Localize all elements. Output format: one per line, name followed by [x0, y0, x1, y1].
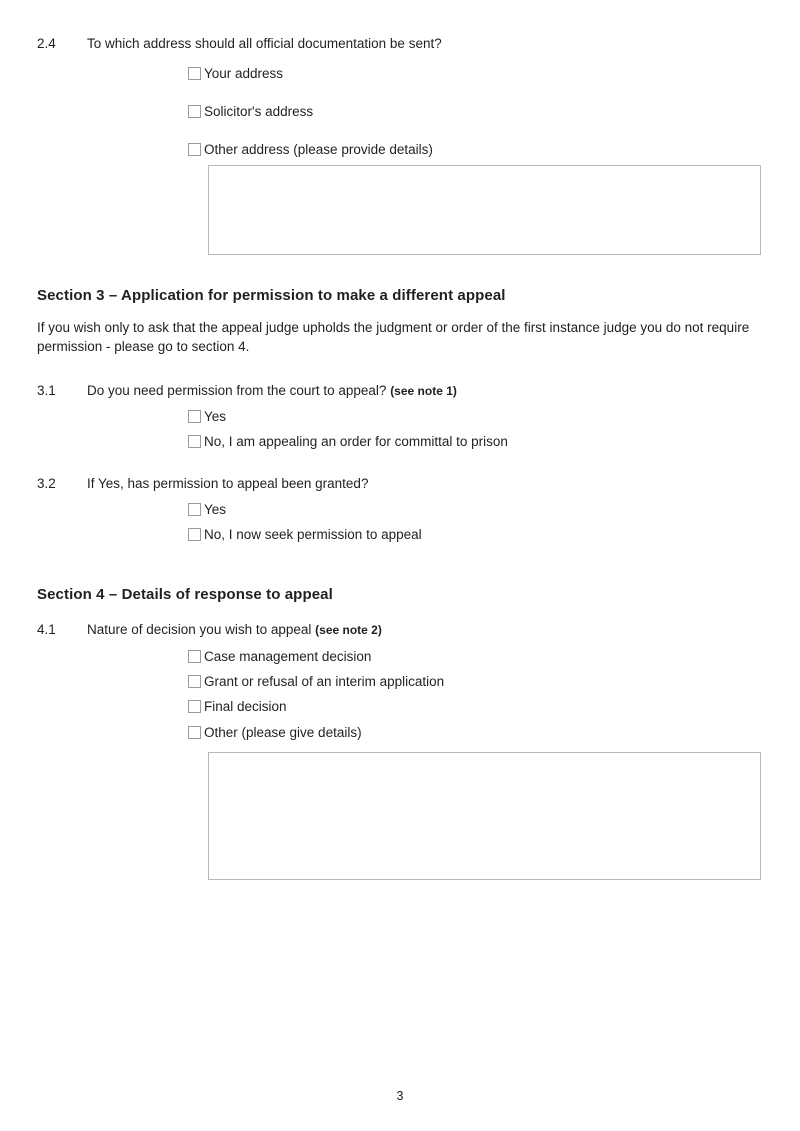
question-2-4-option-solicitors-address-row	[0, 103, 760, 120]
question-3-1-text: Do you need permission from the court to appeal?	[87, 383, 387, 398]
checkbox-icon[interactable]	[188, 67, 201, 80]
question-3-1	[37, 382, 457, 400]
question-3-2-option-yes-row	[0, 501, 760, 518]
question-2-4-option-other-address-row	[0, 141, 760, 158]
section-3-heading: Section 3 – Application for permission to make a different appeal	[37, 287, 506, 304]
question-2-4-details-wrapper	[0, 165, 800, 255]
checkbox-icon[interactable]	[188, 700, 201, 713]
question-2-4-option-your-address[interactable]	[188, 65, 760, 82]
checkbox-icon[interactable]	[188, 105, 201, 118]
checkbox-icon[interactable]	[188, 143, 201, 156]
question-2-4	[37, 35, 442, 53]
option-label: Final decision	[204, 699, 287, 714]
question-4-1-option-final-decision-row	[0, 698, 760, 715]
question-2-4-text: To which address should all official documentation be sent?	[87, 36, 442, 51]
question-2-4-number: 2.4	[37, 36, 56, 51]
option-label: No, I now seek permission to appeal	[204, 527, 422, 542]
question-4-1-text: Nature of decision you wish to appeal	[87, 622, 312, 637]
question-3-1-note: (see note 1)	[390, 384, 457, 398]
option-label: Your address	[204, 66, 284, 81]
question-4-1	[37, 621, 382, 639]
question-3-1-option-no-committal[interactable]	[188, 433, 760, 450]
option-label: Case management decision	[204, 649, 372, 664]
question-4-1-option-case-management-row	[0, 648, 760, 665]
question-4-1-option-grant-or-refusal[interactable]	[188, 673, 760, 690]
question-3-2-option-yes[interactable]	[188, 501, 760, 518]
option-label: Yes	[204, 409, 227, 424]
option-label: No, I am appealing an order for committal to prison	[204, 434, 508, 449]
checkbox-icon[interactable]	[188, 650, 201, 663]
question-3-1-number: 3.1	[37, 383, 56, 398]
section-4-heading: Section 4 – Details of response to appeal	[37, 586, 333, 603]
question-2-4-details-field[interactable]	[208, 165, 761, 255]
question-2-4-option-solicitors-address[interactable]	[188, 103, 760, 120]
question-4-1-details-wrapper	[0, 752, 800, 880]
question-3-2-text: If Yes, has permission to appeal been granted?	[87, 476, 369, 491]
question-3-2-number: 3.2	[37, 476, 56, 491]
question-3-2-option-no-row	[0, 526, 760, 543]
question-4-1-number: 4.1	[37, 622, 56, 637]
option-label: Grant or refusal of an interim application	[204, 674, 445, 689]
question-2-4-option-your-address-row	[0, 65, 760, 82]
option-label: Other address (please provide details)	[204, 142, 433, 157]
question-3-1-text-wrapper	[87, 382, 457, 400]
question-4-1-option-other[interactable]	[188, 724, 760, 741]
checkbox-icon[interactable]	[188, 435, 201, 448]
question-4-1-option-final-decision[interactable]	[188, 698, 760, 715]
option-label: Yes	[204, 502, 227, 517]
question-2-4-option-other-address[interactable]	[188, 141, 760, 158]
question-4-1-option-case-management-decision[interactable]	[188, 648, 760, 665]
question-3-1-option-yes-row	[0, 408, 760, 425]
checkbox-icon[interactable]	[188, 528, 201, 541]
question-3-1-option-yes[interactable]	[188, 408, 760, 425]
option-label: Solicitor's address	[204, 104, 314, 119]
checkbox-icon[interactable]	[188, 410, 201, 423]
question-4-1-text-wrapper	[87, 621, 382, 639]
question-4-1-option-other-row	[0, 724, 760, 741]
question-4-1-details-field[interactable]	[208, 752, 761, 880]
checkbox-icon[interactable]	[188, 675, 201, 688]
checkbox-icon[interactable]	[188, 503, 201, 516]
option-label: Other (please give details)	[204, 725, 362, 740]
question-3-2	[37, 475, 368, 493]
question-3-2-option-no-seek-permission[interactable]	[188, 526, 760, 543]
question-4-1-option-interim-application-row	[0, 673, 760, 690]
question-4-1-note: (see note 2)	[315, 623, 382, 637]
section-3-intro: If you wish only to ask that the appeal judge upholds the judgment or order of the first instance judge you do not require permission - please go to section 4.	[37, 320, 750, 354]
question-3-1-option-no-row	[0, 433, 760, 450]
checkbox-icon[interactable]	[188, 726, 201, 739]
page-number: 3	[396, 1089, 404, 1103]
